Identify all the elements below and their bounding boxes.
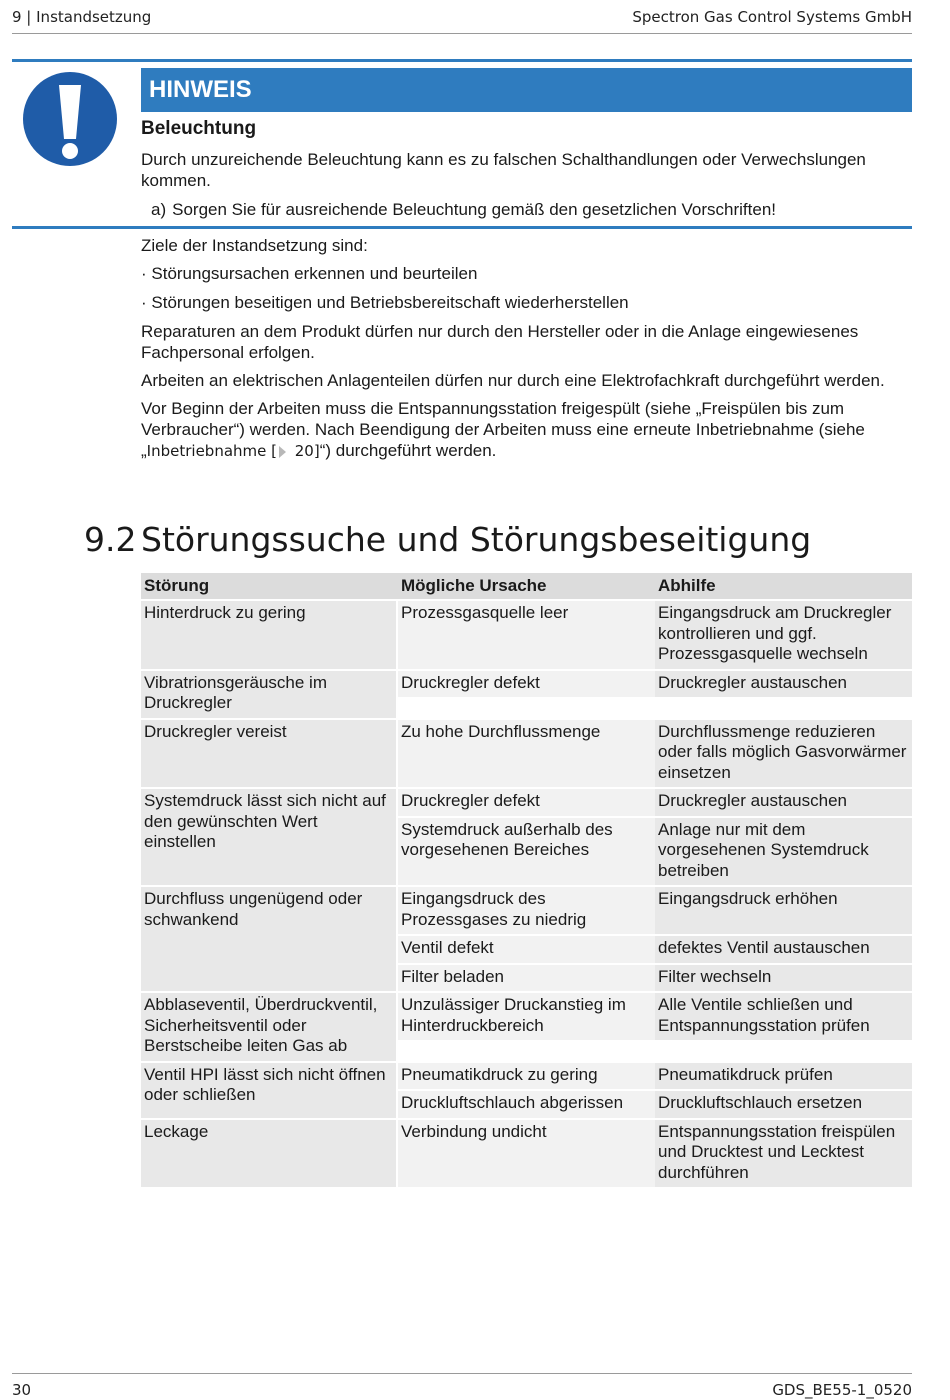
cause-remedy-list xyxy=(398,1063,912,1118)
cause-cell: Systemdruck außerhalb des vorgesehenen Bereiches xyxy=(398,818,655,886)
table-header-cell: Mögliche Ursache xyxy=(401,575,547,595)
cross-reference-text: Inbetriebnahme [ xyxy=(146,442,277,460)
cause-remedy-list xyxy=(398,1120,912,1188)
table-subrow xyxy=(398,887,912,936)
cause-cell: Druckregler defekt xyxy=(398,789,655,816)
table-subrow xyxy=(398,1120,912,1188)
table-row xyxy=(141,1120,912,1190)
mandatory-notice-exclamation-icon xyxy=(18,67,122,171)
problem-cell: Systemdruck lässt sich nicht auf den gewünschten Wert einstellen xyxy=(141,789,398,885)
cause-cell: Ventil defekt xyxy=(398,936,655,963)
cause-remedy-list xyxy=(398,887,912,991)
page-footer xyxy=(12,1381,912,1399)
table-subrow xyxy=(398,671,912,698)
document-code: GDS_BE55-1_0520 xyxy=(772,1381,912,1399)
remedy-cell: Durchflussmenge reduzieren oder falls möglich Gasvorwärmer einsetzen xyxy=(655,720,912,788)
cause-cell: Unzulässiger Druckanstieg im Hinterdruckbereich xyxy=(398,993,655,1040)
table-subrow xyxy=(398,1091,912,1118)
table-subrow xyxy=(398,789,912,818)
cause-remedy-list xyxy=(398,789,912,885)
header-divider xyxy=(12,33,912,34)
paragraph-electrical: Arbeiten an elektrischen Anlagenteilen dürfen nur durch eine Elektrofachkraft durchgeführt werden. xyxy=(141,371,885,390)
footer-divider xyxy=(12,1373,912,1374)
notice-subtitle: Beleuchtung xyxy=(141,118,257,139)
problem-cell: Hinterdruck zu gering xyxy=(141,601,398,669)
remedy-cell: Druckregler austauschen xyxy=(655,789,912,816)
page-number: 30 xyxy=(12,1381,32,1399)
problem-cell: Ventil HPI lässt sich nicht öffnen oder schließen xyxy=(141,1063,398,1118)
problem-cell: Leckage xyxy=(141,1120,398,1188)
table-row xyxy=(141,887,912,993)
remedy-cell: Pneumatikdruck prüfen xyxy=(655,1063,912,1090)
cross-reference-link[interactable] xyxy=(147,442,320,460)
remedy-cell: defektes Ventil austauschen xyxy=(655,936,912,963)
remedy-cell: Anlage nur mit dem vorgesehenen Systemdruck betreiben xyxy=(655,818,912,886)
cause-cell: Prozessgasquelle leer xyxy=(398,601,655,669)
remedy-cell: Eingangsdruck erhöhen xyxy=(655,887,912,934)
problem-cell: Abblaseventil, Überdruckventil, Sicherheitsventil oder Berstscheibe leiten Gas ab xyxy=(141,993,398,1061)
bullet-item: · Störungsursachen erkennen und beurteilen xyxy=(141,264,478,283)
cause-cell: Verbindung undicht xyxy=(398,1120,655,1188)
table-subrow xyxy=(398,936,912,965)
table-body xyxy=(141,601,912,1189)
table-subrow xyxy=(398,720,912,788)
cause-cell: Zu hohe Durchflussmenge xyxy=(398,720,655,788)
page-header xyxy=(12,8,912,32)
cause-remedy-list xyxy=(398,671,912,718)
table-row xyxy=(141,601,912,671)
table-row xyxy=(141,1063,912,1120)
remedy-cell: Druckregler austauschen xyxy=(655,671,912,698)
remedy-cell: Eingangsdruck am Druckregler kontrollieren und ggf. Prozessgasquelle wechseln xyxy=(655,601,912,669)
notice-title: HINWEIS xyxy=(141,68,912,112)
table-row xyxy=(141,993,912,1063)
cause-cell: Druckregler defekt xyxy=(398,671,655,698)
paragraph-repairs: Reparaturen an dem Produkt dürfen nur durch den Hersteller oder in die Anlage eingewiesenes Fachpersonal erfolgen. xyxy=(141,322,859,362)
paragraph-procedure-part: Vor Beginn der Arbeiten muss die Entspannungsstation freigespült (siehe „Freispülen bis zum Verbraucher“) werden. Nach Beendigung der Arbeiten muss eine erneute Inbetriebnahme (siehe „ xyxy=(141,399,865,460)
remedy-cell: Druckluftschlauch ersetzen xyxy=(655,1091,912,1118)
cause-remedy-list xyxy=(398,993,912,1061)
paragraph-procedure-end: “) durchgeführt werden. xyxy=(319,441,497,460)
cause-cell: Druckluftschlauch abgerissen xyxy=(398,1091,655,1118)
problem-cell: Druckregler vereist xyxy=(141,720,398,788)
cause-remedy-list xyxy=(398,720,912,788)
problem-cell: Durchfluss ungenügend oder schwankend xyxy=(141,887,398,991)
table-subrow xyxy=(398,601,912,669)
table-subrow xyxy=(398,965,912,992)
cross-reference-page: 20] xyxy=(289,442,320,460)
page-reference-arrow-icon xyxy=(279,446,286,458)
remedy-cell: Entspannungsstation freispülen und Drucktest und Lecktest durchführen xyxy=(655,1120,912,1188)
body-text xyxy=(141,235,910,469)
notice-action-marker: a) xyxy=(151,200,167,219)
table-row xyxy=(141,671,912,720)
paragraph-procedure xyxy=(141,398,910,462)
table-header-cell: Abhilfe xyxy=(658,575,716,595)
cause-remedy-list xyxy=(398,601,912,669)
notice-action xyxy=(151,199,910,220)
table-subrow xyxy=(398,993,912,1040)
table-row xyxy=(141,789,912,887)
cause-cell: Eingangsdruck des Prozessgases zu niedrig xyxy=(398,887,655,934)
table-header-cell: Störung xyxy=(144,575,210,595)
notice-bottom-rule xyxy=(12,226,912,229)
troubleshooting-table xyxy=(141,573,912,1189)
problem-cell: Vibratrionsgeräusche im Druckregler xyxy=(141,671,398,718)
remedy-cell: Alle Ventile schließen und Entspannungsstation prüfen xyxy=(655,993,912,1040)
notice-text: Durch unzureichende Beleuchtung kann es zu falschen Schalthandlungen oder Verwechslungen kommen. xyxy=(141,150,866,190)
header-company: Spectron Gas Control Systems GmbH xyxy=(632,8,912,26)
notice-top-rule xyxy=(12,59,912,62)
table-subrow xyxy=(398,818,912,886)
table-subrow xyxy=(398,1063,912,1092)
section-number: 9.2 xyxy=(84,520,137,559)
section-title: Störungssuche und Störungsbeseitigung xyxy=(141,520,812,559)
remedy-cell: Filter wechseln xyxy=(655,965,912,992)
intro-text: Ziele der Instandsetzung sind: xyxy=(141,236,368,255)
header-chapter: 9 | Instandsetzung xyxy=(12,8,152,26)
notice-action-text: Sorgen Sie für ausreichende Beleuchtung gemäß den gesetzlichen Vorschriften! xyxy=(172,200,776,219)
bullet-item: · Störungen beseitigen und Betriebsbereitschaft wiederherstellen xyxy=(141,293,629,312)
table-header-row xyxy=(141,573,912,601)
cause-cell: Filter beladen xyxy=(398,965,655,992)
table-row xyxy=(141,720,912,790)
cause-cell: Pneumatikdruck zu gering xyxy=(398,1063,655,1090)
